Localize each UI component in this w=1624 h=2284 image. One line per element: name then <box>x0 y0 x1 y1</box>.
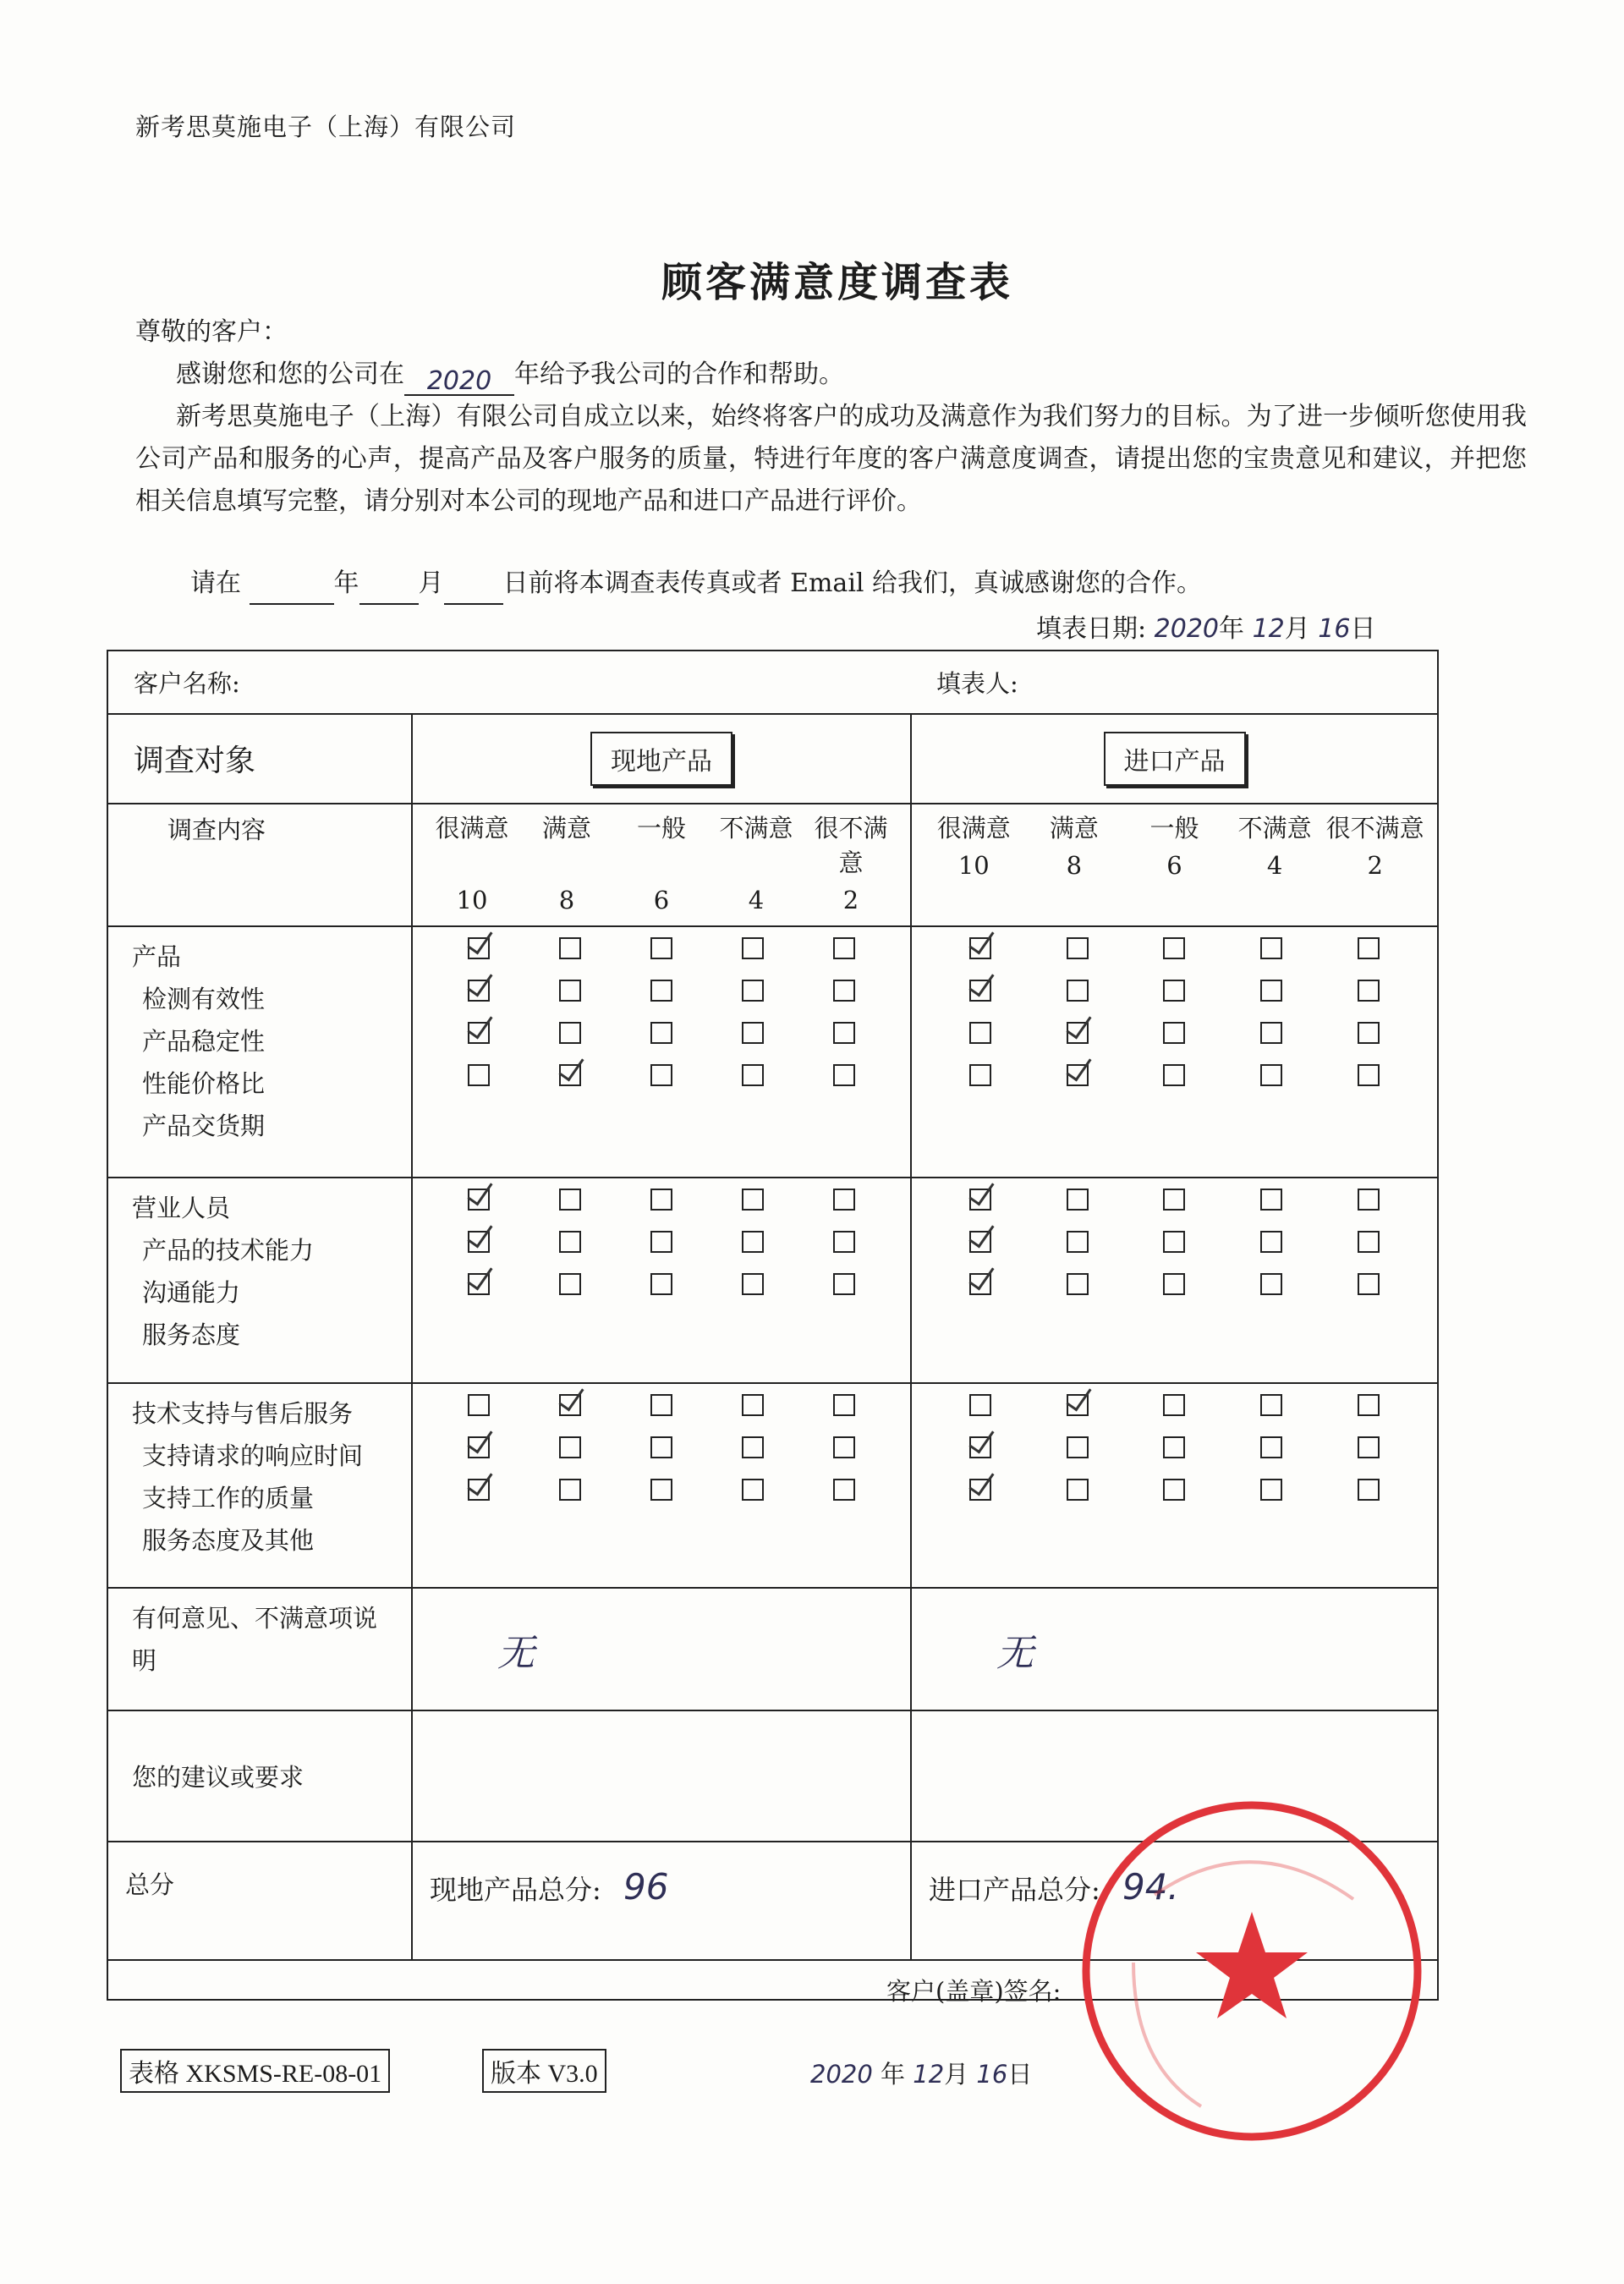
opinion-local-cell[interactable] <box>412 1588 911 1710</box>
local-checkbox-row <box>413 1221 910 1263</box>
import-checkbox-row <box>912 1012 1437 1054</box>
opinion-label: 有何意见、不满意项说明 <box>107 1588 412 1710</box>
form-title: 顾客满意度调查表 <box>661 259 1013 306</box>
import-score-label: 10 <box>957 850 990 880</box>
section-cell <box>107 1178 412 1382</box>
import-rating-checkbox[interactable] <box>1067 1273 1089 1295</box>
local-checkbox-row <box>413 1384 910 1426</box>
suggestion-label: 您的建议或要求 <box>107 1710 412 1842</box>
import-rating-label: 一般 <box>1149 813 1199 843</box>
local-checkbox-row <box>413 969 910 1012</box>
local-rating-checkbox[interactable] <box>833 1273 855 1295</box>
local-rating-checkbox[interactable] <box>468 1479 490 1501</box>
section-title: 技术支持与售后服务 <box>132 1398 354 1428</box>
local-checkbox-row <box>413 927 910 969</box>
import-rating-checkbox[interactable] <box>969 1231 991 1253</box>
import-rating-checkbox[interactable] <box>1163 1436 1185 1458</box>
item-label: 产品交货期 <box>142 1112 266 1141</box>
import-checkbox-row <box>912 927 1437 969</box>
local-rating-checkbox[interactable] <box>468 1394 490 1416</box>
local-rating-checkbox[interactable] <box>650 1394 672 1416</box>
import-product-label: 进口产品 <box>1104 732 1246 786</box>
local-checkbox-row <box>413 1178 910 1221</box>
import-rating-checkbox[interactable] <box>1358 1479 1380 1501</box>
import-rating-checkbox[interactable] <box>1067 980 1089 1002</box>
import-checkbox-row <box>912 1054 1437 1096</box>
fill-date-year[interactable]: 2020 <box>1154 614 1220 644</box>
local-rating-checkbox[interactable] <box>559 1064 581 1086</box>
item-label: 支持工作的质量 <box>142 1483 315 1513</box>
local-checkbox-cell <box>412 926 911 1178</box>
import-rating-checkbox[interactable] <box>969 1064 991 1086</box>
local-rating-checkbox[interactable] <box>559 1479 581 1501</box>
import-score-label: 2 <box>1367 850 1383 880</box>
import-rating-checkbox[interactable] <box>1067 1022 1089 1044</box>
import-checkbox-row <box>912 1263 1437 1305</box>
item-label: 支持请求的响应时间 <box>142 1441 364 1470</box>
import-rating-checkbox[interactable] <box>1067 1189 1089 1211</box>
import-rating-checkbox[interactable] <box>1260 1479 1282 1501</box>
deadline-year-field[interactable] <box>250 569 334 605</box>
section-title: 营业人员 <box>132 1194 231 1223</box>
local-rating-checkbox[interactable] <box>833 1231 855 1253</box>
local-rating-checkbox[interactable] <box>833 1064 855 1086</box>
local-rating-checkbox[interactable] <box>742 1064 764 1086</box>
customer-name-label: 客户名称: <box>134 668 240 698</box>
deadline-day-field[interactable] <box>444 569 503 605</box>
local-rating-checkbox[interactable] <box>833 980 855 1002</box>
local-rating-checkbox[interactable] <box>742 1022 764 1044</box>
filler-label: 填表人: <box>936 668 1018 698</box>
local-rating-checkbox[interactable] <box>559 1231 581 1253</box>
local-rating-checkbox[interactable] <box>468 1436 490 1458</box>
import-score-label: 8 <box>1066 850 1083 880</box>
item-label: 检测有效性 <box>142 985 266 1014</box>
deadline-month-field[interactable] <box>359 569 419 605</box>
import-rating-checkbox[interactable] <box>969 1273 991 1295</box>
local-rating-checkbox[interactable] <box>559 1273 581 1295</box>
import-checkbox-row <box>912 1426 1437 1469</box>
customer-row <box>107 651 1438 714</box>
item-label: 产品稳定性 <box>142 1027 266 1057</box>
import-rating-checkbox[interactable] <box>1067 1479 1089 1501</box>
local-rating-checkbox[interactable] <box>833 1189 855 1211</box>
deadline-line <box>190 563 1202 605</box>
fill-date-day[interactable]: 16 <box>1318 614 1351 644</box>
local-rating-checkbox[interactable] <box>559 1436 581 1458</box>
opinion-import: 无 <box>996 1632 1034 1676</box>
fill-date-day-label: 日 <box>1350 614 1376 644</box>
local-rating-checkbox[interactable] <box>742 980 764 1002</box>
local-checkbox-row <box>413 1263 910 1305</box>
deadline-suffix: 日前将本调查表传真或者 Email 给我们，真诚感谢您的合作。 <box>502 568 1203 598</box>
local-rating-checkbox[interactable] <box>742 1479 764 1501</box>
import-rating-checkbox[interactable] <box>1260 1394 1282 1416</box>
import-rating-checkbox[interactable] <box>1260 937 1282 959</box>
local-checkbox-row <box>413 1426 910 1469</box>
form-code: 表格 XKSMS-RE-08-01 <box>120 2049 390 2093</box>
fill-date-label: 填表日期: <box>1036 614 1147 644</box>
opinion-local: 无 <box>497 1632 535 1676</box>
import-rating-checkbox[interactable] <box>1358 1436 1380 1458</box>
import-rating-checkbox[interactable] <box>1163 1189 1185 1211</box>
local-total-value[interactable]: 96 <box>623 1866 669 1908</box>
local-total-cell <box>412 1842 911 1960</box>
import-rating-label: 不满意 <box>1237 813 1312 843</box>
import-rating-checkbox[interactable] <box>1067 1064 1089 1086</box>
fill-date-month[interactable]: 12 <box>1252 614 1285 644</box>
local-rating-checkbox[interactable] <box>559 1394 581 1416</box>
local-rating-checkbox[interactable] <box>468 1189 490 1211</box>
section-title: 产品 <box>132 942 182 972</box>
import-rating-checkbox[interactable] <box>969 937 991 959</box>
local-rating-checkbox[interactable] <box>742 1273 764 1295</box>
local-rating-checkbox[interactable] <box>650 1273 672 1295</box>
import-rating-checkbox[interactable] <box>1163 1394 1185 1416</box>
import-checkbox-row <box>912 1221 1437 1263</box>
survey-object-label: 调查对象 <box>107 714 412 804</box>
local-checkbox-row <box>413 1469 910 1511</box>
deadline-year-label: 年 <box>333 568 359 598</box>
import-rating-checkbox[interactable] <box>1260 1273 1282 1295</box>
local-checkbox-row <box>413 1054 910 1096</box>
deadline-prefix: 请在 <box>190 568 241 598</box>
import-rating-checkbox[interactable] <box>1067 937 1089 959</box>
local-rating-checkbox[interactable] <box>468 1231 490 1253</box>
import-rating-checkbox[interactable] <box>1163 1231 1185 1253</box>
local-checkbox-cell <box>412 1383 911 1588</box>
import-rating-checkbox[interactable] <box>1163 937 1185 959</box>
local-rating-label: 一般 <box>636 813 686 843</box>
local-rating-checkbox[interactable] <box>742 1394 764 1416</box>
import-rating-checkbox[interactable] <box>969 1394 991 1416</box>
sign-year[interactable]: 2020 <box>810 2060 873 2089</box>
import-rating-label: 很不满意 <box>1325 813 1424 843</box>
local-rating-checkbox[interactable] <box>650 1436 672 1458</box>
section-row <box>107 1383 1438 1588</box>
import-rating-checkbox[interactable] <box>1163 980 1185 1002</box>
local-rating-checkbox[interactable] <box>650 1231 672 1253</box>
import-rating-checkbox[interactable] <box>1358 1189 1380 1211</box>
local-header-cell <box>412 714 911 804</box>
local-rating-checkbox[interactable] <box>559 1189 581 1211</box>
suggestion-local-cell[interactable] <box>412 1710 911 1842</box>
import-total-label: 进口产品总分: <box>929 1874 1100 1907</box>
import-rating-checkbox[interactable] <box>1163 1273 1185 1295</box>
sign-day-label: 日 <box>1007 2060 1033 2089</box>
import-rating-checkbox[interactable] <box>1260 1436 1282 1458</box>
import-score-label: 6 <box>1166 850 1182 880</box>
signature-date <box>810 2056 1032 2090</box>
local-rating-checkbox[interactable] <box>650 1022 672 1044</box>
item-label: 服务态度 <box>142 1320 241 1350</box>
import-rating-checkbox[interactable] <box>969 1436 991 1458</box>
seal-text-arc <box>1155 1862 1353 1899</box>
local-score-label: 6 <box>653 885 670 914</box>
import-rating-checkbox[interactable] <box>1358 1394 1380 1416</box>
fill-date-month-label: 月 <box>1284 614 1310 644</box>
thanks-line <box>176 354 844 396</box>
import-rating-checkbox[interactable] <box>1163 1479 1185 1501</box>
local-rating-checkbox[interactable] <box>742 1436 764 1458</box>
import-rating-label: 很满意 <box>936 813 1011 843</box>
import-checkbox-cell <box>911 926 1438 1178</box>
local-rating-checkbox[interactable] <box>650 980 672 1002</box>
sign-day[interactable]: 16 <box>976 2060 1008 2089</box>
import-checkbox-row <box>912 1178 1437 1221</box>
local-rating-checkbox[interactable] <box>468 1022 490 1044</box>
local-rating-checkbox[interactable] <box>468 1064 490 1086</box>
import-checkbox-cell <box>911 1178 1438 1382</box>
survey-content-label: 调查内容 <box>107 804 412 926</box>
local-rating-checkbox[interactable] <box>468 980 490 1002</box>
import-rating-checkbox[interactable] <box>969 1479 991 1501</box>
local-checkbox-cell <box>412 1178 911 1382</box>
import-rating-checkbox[interactable] <box>1163 1022 1185 1044</box>
import-rating-checkbox[interactable] <box>1260 1022 1282 1044</box>
import-rating-checkbox[interactable] <box>1358 1022 1380 1044</box>
sign-month[interactable]: 12 <box>913 2060 945 2089</box>
local-rating-label: 很满意 <box>435 813 509 843</box>
local-rating-checkbox[interactable] <box>742 1231 764 1253</box>
section-row <box>107 1178 1438 1382</box>
local-rating-checkbox[interactable] <box>742 1189 764 1211</box>
import-score-label: 4 <box>1266 850 1283 880</box>
import-rating-checkbox[interactable] <box>1260 1064 1282 1086</box>
import-checkbox-row <box>912 1469 1437 1511</box>
import-rating-checkbox[interactable] <box>1358 937 1380 959</box>
import-rating-label: 满意 <box>1049 813 1099 843</box>
opinion-import-cell[interactable] <box>911 1588 1438 1710</box>
local-rating-checkbox[interactable] <box>833 1479 855 1501</box>
seal-text-arc-lower <box>1133 1963 1201 2106</box>
import-checkbox-row <box>912 969 1437 1012</box>
local-rating-checkbox[interactable] <box>833 1394 855 1416</box>
local-rating-checkbox[interactable] <box>559 937 581 959</box>
local-rating-checkbox[interactable] <box>468 1273 490 1295</box>
import-total-value[interactable]: 94. <box>1122 1866 1179 1908</box>
import-checkbox-cell <box>911 1383 1438 1588</box>
local-checkbox-row <box>413 1012 910 1054</box>
thanks-suffix: 年给予我公司的合作和帮助。 <box>514 360 844 389</box>
item-label: 服务态度及其他 <box>142 1525 315 1555</box>
thanks-year-field[interactable]: 2020 <box>404 360 514 396</box>
local-score-label: 10 <box>456 885 488 914</box>
local-rating-checkbox[interactable] <box>650 1064 672 1086</box>
local-score-label: 4 <box>748 885 765 914</box>
sign-month-label: 月 <box>944 2060 969 2089</box>
thanks-prefix: 感谢您和您的公司在 <box>176 360 404 389</box>
import-rating-checkbox[interactable] <box>1358 1231 1380 1253</box>
local-rating-checkbox[interactable] <box>650 1479 672 1501</box>
deadline-month-label: 月 <box>418 568 444 598</box>
local-rating-checkbox[interactable] <box>833 1022 855 1044</box>
section-cell <box>107 926 412 1178</box>
intro-paragraph: 新考思莫施电子（上海）有限公司自成立以来，始终将客户的成功及满意作为我们努力的目标。为了进一步倾听您使用我公司产品和服务的心声，提高产品及客户服务的质量，特进行年度的客户满意度调查，请提出您的宝贵意见和建议，并把您相关信息填写完整，请分别对本公司的现地产品和进口产品进行评价。 <box>135 402 1527 516</box>
import-rating-checkbox[interactable] <box>1067 1436 1089 1458</box>
import-rating-checkbox[interactable] <box>1358 1273 1380 1295</box>
import-checkbox-row <box>912 1384 1437 1426</box>
section-row <box>107 926 1438 1178</box>
section-cell <box>107 1383 412 1588</box>
local-rating-checkbox[interactable] <box>468 937 490 959</box>
seal-star-icon <box>1196 1912 1308 2018</box>
import-rating-checkbox[interactable] <box>969 1022 991 1044</box>
import-rating-checkbox[interactable] <box>969 980 991 1002</box>
signature-label: 客户(盖章)签名: <box>886 1977 1062 2007</box>
local-rating-checkbox[interactable] <box>650 937 672 959</box>
local-rating-checkbox[interactable] <box>833 1436 855 1458</box>
form-version: 版本 V3.0 <box>482 2049 606 2093</box>
item-label: 性能价格比 <box>142 1069 266 1099</box>
import-rating-checkbox[interactable] <box>969 1189 991 1211</box>
local-score-label: 2 <box>842 885 859 914</box>
local-rating-label: 不满意 <box>719 813 793 843</box>
import-rating-checkbox[interactable] <box>1260 1189 1282 1211</box>
local-rating-label: 很不满意 <box>814 813 888 877</box>
import-rating-checkbox[interactable] <box>1260 1231 1282 1253</box>
fill-date <box>1036 607 1375 645</box>
local-rating-label: 满意 <box>541 813 591 843</box>
item-label: 沟通能力 <box>142 1278 241 1308</box>
import-header-cell <box>911 714 1438 804</box>
import-rating-checkbox[interactable] <box>1067 1394 1089 1416</box>
item-label: 产品的技术能力 <box>142 1236 315 1266</box>
company-header: 新考思莫施电子（上海）有限公司 <box>135 113 517 141</box>
sign-year-label: 年 <box>881 2060 906 2089</box>
import-rating-checkbox[interactable] <box>1260 980 1282 1002</box>
local-rating-checkbox[interactable] <box>650 1189 672 1211</box>
salutation: 尊敬的客户： <box>135 317 288 347</box>
fill-date-year-label: 年 <box>1219 614 1245 644</box>
import-rating-head <box>911 804 1438 926</box>
local-rating-checkbox[interactable] <box>559 1022 581 1044</box>
company-seal-stamp <box>1074 1793 1429 2149</box>
import-rating-checkbox[interactable] <box>1067 1231 1089 1253</box>
total-label: 总分 <box>107 1842 412 1960</box>
local-rating-head <box>412 804 911 926</box>
import-rating-checkbox[interactable] <box>1163 1064 1185 1086</box>
local-score-label: 8 <box>558 885 575 914</box>
local-product-label: 现地产品 <box>590 732 732 786</box>
import-rating-checkbox[interactable] <box>1358 1064 1380 1086</box>
local-rating-checkbox[interactable] <box>833 937 855 959</box>
import-rating-checkbox[interactable] <box>1358 980 1380 1002</box>
local-total-label: 现地产品总分: <box>430 1874 601 1907</box>
local-rating-checkbox[interactable] <box>559 980 581 1002</box>
local-rating-checkbox[interactable] <box>742 937 764 959</box>
